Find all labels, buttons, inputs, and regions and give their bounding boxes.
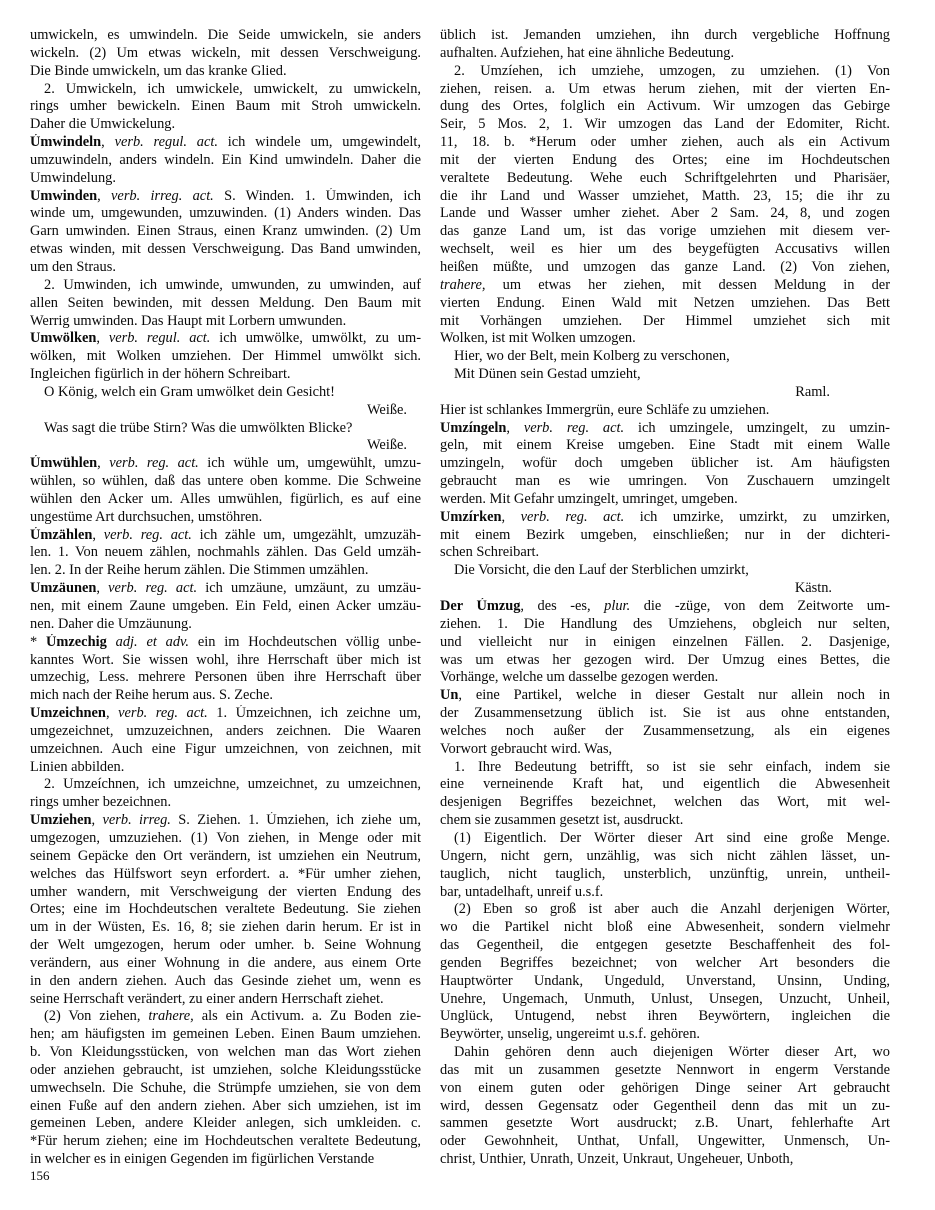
text-line: veraltete Bedeutung. Wehe euch Schriftgelehrten und Pharisäer, [440, 169, 890, 186]
text-line: Seir, 5 Mos. 2, 1. Wir umzogen das Land der Edomiter, Richt. [440, 116, 890, 133]
text-line: geln, mit einem Kreise umgeben. Eine Stadt mit einem Walle [440, 437, 890, 454]
text-line: einen Fuße auf den andern ziehen. Aber sich umziehen, ist im [30, 1097, 421, 1114]
text-line: allen Seiten bewinden, mit dessen Meldung. Den Baum mit [30, 294, 421, 311]
text-line: mich nach der Reihe herum aus. S. Zeche. [30, 687, 273, 704]
text-line: Unglück, Untugend, nebst ihren Beywörtern, ingleichen die [440, 1008, 890, 1025]
text-line: der Welt umgezogen, herum oder umher. b. Seine Wohnung [30, 937, 421, 954]
text-line: umwickeln, es umwindeln. Die Seide umwickeln, sie anders [30, 27, 421, 43]
text-line: was um etwas her gezogen wird. Der Umzug eines Bettes, die [440, 651, 890, 668]
text-line: und vielleicht nur in einigen einzelnen Fällen. 2. Dasjenige, [440, 633, 890, 650]
text-line: etwas winden, mit dessen Verschweigung. Das Band umwinden, [30, 241, 421, 258]
text-line: umzuwindeln, anders windeln. Ein Kind umwindeln. Daher die [30, 151, 421, 168]
verse-line: Hier ist schlankes Immergrün, eure Schläfe zu umziehen. [440, 401, 770, 418]
text-line: wölken, mit Wolken umziehen. Der Himmel umwölkt sich. [30, 348, 421, 365]
text-line: umgezeichnet, umzuzeichnen, anders zeichnen. Die Waaren [30, 722, 421, 739]
text-line: Daher die Umwickelung. [30, 116, 176, 133]
text-line: b. Von Kleidungsstücken, von welchen man das Wort ziehen [30, 1044, 421, 1061]
text-line: kanntes Wort. Sie wissen wohl, ihre Herrschaft über mich ist [30, 651, 421, 668]
text-line: oder anziehen gebraucht, ist umziehen, solche Kleidungsstücke [30, 1061, 421, 1078]
text-line: wühlen den Acker um. Alles umwühlen, figürlich, es auf eine [30, 490, 421, 507]
text-line: mit Vorhängen umziehen. Der Himmel umziehet sich mit [440, 312, 890, 329]
dictionary-page [30, 27, 910, 1169]
page-number: 156 [30, 1168, 50, 1183]
text-line: Umzíngeln, verb. reg. act. ich umzingele, umzingelt, zu umzin- [440, 419, 890, 436]
text-line: nen. Daher die Umzäunung. [30, 615, 192, 632]
text-line: genden Begriffes bezeichnet; von welcher Art besonders die [440, 954, 890, 971]
text-line: Dahin gehören denn auch diejenigen Wörter dieser Art, wo [454, 1044, 890, 1061]
text-line: len. 1. Von neuem zählen, nochmahls zählen. Das Geld umzäh- [30, 544, 421, 561]
text-line: chem sie zusammen gesetzt ist, ausdruckt. [440, 812, 684, 829]
text-line: desjenigen Begriffes bezeichnet, welchen das Wort, mit wel- [440, 794, 890, 811]
text-line: gemeinen Leben, andere Kleider anlegen, sich umkleiden. c. [30, 1115, 421, 1132]
verse-attribution: Weiße. [367, 401, 407, 418]
text-line: in den andern ziehen. Auch das Gesinde ziehet um, wenn es [30, 972, 421, 989]
text-line: die ihr Land und Wasser umziehet, Matth. 23, 15; die ihr zu [440, 187, 890, 204]
verse-line: Was sagt die trübe Stirn? Was die umwölkten Blicke? [44, 419, 353, 436]
text-line: wo die Partikel nicht bloß eine Abwesenheit, sondern vielmehr [440, 919, 890, 936]
text-line: Úmwühlen, verb. reg. act. ich wühle um, umgewühlt, umzu- [30, 455, 421, 472]
text-line: Umzeichnen, verb. reg. act. 1. Úmzeichnen, ich zeichne um, [30, 705, 421, 722]
text-line: bar, untadelhaft, unreif u.s.f. [440, 883, 604, 900]
text-line: tauglich, nicht tauglich, unsterblich, unzünftig, unrein, untheil- [440, 865, 890, 882]
text-line: Umwindelung. [30, 169, 116, 186]
text-line: heißen müßte, und umzogen das ganze Land. (2) Von ziehen, [440, 258, 890, 275]
text-line: umzingeln, wofür doch umgeben üblicher ist. Am häufigsten [440, 455, 890, 472]
text-line: Ingleichen figürlich in der höhern Schreibart. [30, 366, 291, 383]
text-line: verändern, aus einer Wohnung in die andere, aus einem Orte [30, 954, 421, 971]
text-line: 1. Ihre Bedeutung betrifft, so ist sie sehr einfach, indem sie [454, 758, 890, 775]
two-column-layout [30, 27, 910, 1169]
text-line: oder Gewohnheit, Unthat, Unfall, Ungewitter, Unmensch, Un- [440, 1133, 890, 1150]
text-line: um den Straus. [30, 258, 116, 275]
text-line: Hauptwörter Undank, Ungeduld, Unverstand, Unsinn, Unding, [440, 972, 890, 989]
text-line: das Gegentheil, die entgegen gesetzte Beschaffenheit des fol- [440, 937, 890, 954]
verse-line: O König, welch ein Gram umwölket dein Gesicht! [44, 383, 335, 400]
text-line: eine verneinende Kraft hat, und eigentlich die Abwesenheit [440, 776, 890, 793]
text-line: * Úmzechig adj. et adv. ein im Hochdeutschen völlig unbe- [30, 633, 421, 650]
text-line: Umzäunen, verb. reg. act. ich umzäune, umzäunt, zu umzäu- [30, 580, 421, 597]
text-line: aufhalten. Aufziehen, hat eine ähnliche Bedeutung. [440, 44, 735, 61]
text-line: len. 2. In der Reihe herum zählen. Die Stimmen umzählen. [30, 562, 369, 579]
text-line: *Für herum ziehen; eine im Hochdeutschen veraltete Bedeutung, [30, 1133, 421, 1150]
text-line: das mit un zusammen gesetzte Nennwort in engerm Verstande [440, 1061, 890, 1078]
text-line: Beywörter, unselig, ungereimt u.s.f. gehören. [440, 1026, 700, 1043]
text-line: seinem Gepäcke den Ort verändern, ist umziehen ein Neutrum, [30, 847, 421, 864]
text-line: Vorwort gebraucht wird. Was, [440, 740, 613, 757]
text-line: vierten Endung. Einen Wald mit Netzen umziehen. Das Bett [440, 294, 890, 311]
text-line: umzeichnen. Auch eine Figur umzeichnen, von zeichnen, mit [30, 740, 421, 757]
text-line: in welcher es in einigen Gegenden im figürlichen Verstande [30, 1151, 375, 1168]
verse-line: Die Vorsicht, die den Lauf der Sterblichen umzirkt, [454, 562, 749, 579]
text-line: Umzírken, verb. reg. act. ich umzirke, umzirkt, zu umzirken, [440, 508, 890, 525]
text-line: Umziehen, verb. irreg. S. Ziehen. 1. Úmziehen, ich ziehe um, [30, 812, 421, 829]
text-line: (1) Eigentlich. Der Wörter dieser Art sind eine große Menge. [454, 829, 890, 846]
text-line: 2. Umzíehen, ich umziehe, umzogen, zu umziehen. (1) Von [454, 62, 890, 79]
text-line: von einem guten oder gehörigen Dinge seiner Art gebraucht [440, 1079, 890, 1096]
left-column [30, 27, 421, 1169]
text-line: Un, eine Partikel, welche in dieser Gestalt nur allein noch in [440, 687, 890, 704]
text-line: ungestüme Art durchsuchen, umstöhren. [30, 508, 263, 525]
text-line: umwechseln. Die Schuhe, die Strümpfe umziehen, sie von dem [30, 1079, 421, 1096]
text-line: Unehre, Ungemach, Unmuth, Unlust, Unsegen, Unzucht, Unheil, [440, 990, 890, 1007]
text-line: umher wandern, mit Verschweigung der vierten Endung des [30, 883, 421, 900]
text-line: 2. Umwickeln, ich umwickele, umwickelt, zu umwickeln, [44, 80, 421, 97]
text-line: sammen gesetzte Wort ausdruckt; z.B. Unart, fehlerhafte Art [440, 1115, 890, 1132]
text-line: Umwinden, verb. irreg. act. S. Winden. 1. Úmwinden, ich [30, 187, 421, 204]
text-line: Ortes; eine im Hochdeutschen veraltete Bedeutung. Sie ziehen [30, 901, 421, 918]
text-line: rings umher bezeichnen. [30, 794, 172, 811]
text-line: der Zusammensetzung üblich ist. Sie ist aus ohne entstanden, [440, 705, 890, 722]
text-line: das ganze Land um, ist das vorige umziehen mit diesem ver- [440, 223, 890, 240]
text-line: 2. Umwinden, ich umwinde, umwunden, zu umwinden, auf [44, 276, 421, 293]
text-line: winde um, umgewunden, umzuwinden. (1) Anders winden. Das [30, 205, 421, 222]
text-line: Garn umwinden. Einen Straus, einen Kranz umwinden. (2) Um [30, 223, 421, 240]
text-line: Die Binde umwickeln, um das kranke Glied. [30, 62, 287, 79]
text-line: werden. Mit Gefahr umzingelt, umringet, umgeben. [440, 490, 738, 507]
verse-attribution: Weiße. [367, 437, 407, 454]
text-line: trahere, um etwas her ziehen, mit dessen Meldung in der [440, 276, 890, 293]
text-line: umzechig, Less. mehrere Personen üben ihre Herrschaft über [30, 669, 421, 686]
text-line: um in der Wüsten, Es. 16, 8; sie ziehen darin herum. Er ist in [30, 919, 421, 936]
text-line: wickeln. (2) Um etwas wickeln, mit dessen Verschweigung. [30, 44, 421, 61]
text-line: Úmzählen, verb. reg. act. ich zähle um, umgezählt, umzuzäh- [30, 526, 421, 543]
text-line: nen, mit einem Zaune umgeben. Ein Feld, einen Acker umzäu- [30, 598, 421, 614]
text-line: mit der vierten Endung des Ortes; eine im Hochdeutschen [440, 151, 890, 168]
verse-attribution: Raml. [795, 383, 830, 400]
text-line: Werrig umwinden. Das Haupt mit Lorbern umwunden. [30, 312, 347, 329]
verse-attribution: Kästn. [794, 580, 832, 597]
text-line: 2. Umzeíchnen, ich umzeichne, umzeichnet, zu umzeichnen, [44, 776, 421, 793]
text-line: rings umher bewickeln. Einen Baum mit Stroh umwickeln. [30, 98, 421, 115]
text-line: welches das Hülfswort seyn erfordert. a. *Für umher ziehen, [30, 865, 421, 882]
text-line: christ, Unthier, Unrath, Unzeit, Unkraut, Ungeheuer, Unboth, [440, 1151, 794, 1168]
text-line: mit einem Bezirk umgeben, einschließen; nur in der dichteri- [440, 526, 890, 543]
text-line: welches noch außer der Zusammensetzung, als ein eigenes [440, 722, 890, 739]
text-line: 11, 18. b. *Herum oder umher ziehen, auch als ein Activum [440, 134, 890, 151]
text-line: üblich ist. Jemanden umziehen, ihn durch vergebliche Hoffnung [440, 27, 890, 43]
text-line: schen Schreibart. [440, 544, 540, 561]
text-line: (2) Von ziehen, trahere, als ein Activum. a. Zu Boden zie- [44, 1008, 421, 1025]
verse-line: Hier, wo der Belt, mein Kolberg zu verschonen, [454, 348, 730, 365]
right-column [440, 27, 890, 1169]
text-line: (2) Eben so groß ist aber auch die Anzahl derjenigen Wörter, [454, 901, 890, 918]
text-line: hen; am häufigsten im gemeinen Leben. Einen Baum umziehen. [30, 1026, 421, 1043]
text-line: Umwölken, verb. regul. act. ich umwölke, umwölkt, zu um- [30, 330, 421, 347]
text-line: wird, dessen Gegensatz oder Gegentheil denn das mit un zu- [440, 1097, 890, 1114]
text-line: dung des Ortes, folglich ein Activum. Wir umzogen das Gebirge [440, 98, 890, 115]
text-line: Der Úmzug, des -es, plur. die -züge, von dem Zeitworte um- [440, 598, 890, 614]
text-line: Wolken, ist mit Wolken umzogen. [440, 330, 636, 347]
text-line: Ungern, nicht gern, unzählig, was sich nicht zählen lässet, un- [440, 847, 890, 864]
text-line: Vorhänge, welche um dasselbe gezogen werden. [440, 669, 719, 686]
text-line: wühlen, so wühlen, daß das untere oben komme. Die Schweine [30, 473, 421, 490]
text-line: Linien abbilden. [30, 758, 125, 775]
text-line: Lande und Wasser umher ziehet. Aber 2 Sam. 24, 8, und zogen [440, 205, 890, 222]
text-line: wechselt, weil es hier um des beygefügten Accusativs willen [440, 241, 890, 258]
text-line: Úmwindeln, verb. regul. act. ich windele um, umgewindelt, [30, 134, 421, 151]
verse-line: Mit Dünen sein Gestad umzieht, [454, 366, 641, 383]
text-line: gebraucht man es wie umringen. Von Zuschauern umzingelt [440, 473, 890, 490]
text-line: seine Herrschaft verändert, zu einer andern Herrschaft ziehet. [30, 990, 384, 1007]
text-line: umgezogen, umzuziehen. (1) Von ziehen, in Menge oder mit [30, 829, 421, 846]
text-line: ziehen. 1. Die Handlung des Umziehens, obgleich nur selten, [440, 615, 890, 632]
text-line: ziehen, reisen. a. Um etwas herum ziehen, mit der vierten En- [440, 80, 890, 97]
